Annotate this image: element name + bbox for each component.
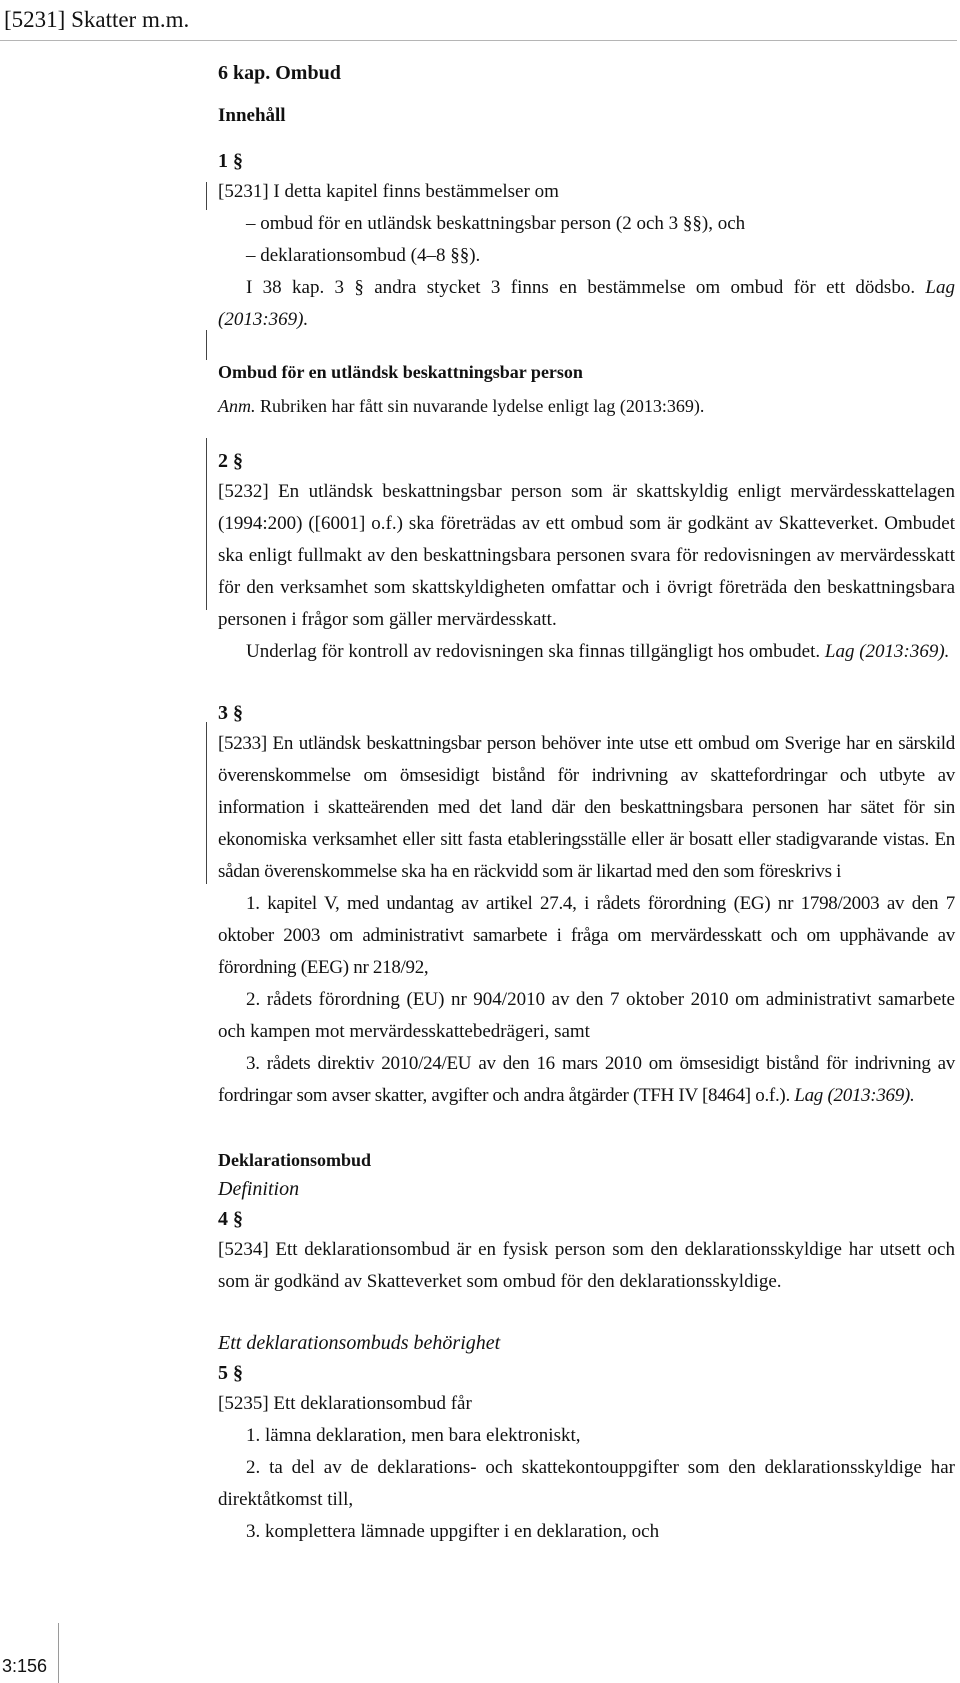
list-item: 2. ta del av de deklarations- och skattekontouppgifter som den deklarationsskyldige har direktåtkomst till, <box>218 1457 955 1510</box>
document-body <box>218 56 955 1548</box>
section-paragraph: [5234] Ett deklarationsombud är en fysisk person som den deklarationsskyldige har utsett och som är godkänd av Skatteverket som ombud för den deklarationsskyldige. <box>218 1239 955 1292</box>
section-number: 5 § <box>218 1362 243 1384</box>
section-number: 1 § <box>218 150 243 172</box>
paragraph-text: Underlag för kontroll av redovisningen ska finnas tillgängligt hos ombudet. <box>246 641 825 662</box>
section-paragraph <box>218 636 955 668</box>
chapter-title: 6 kap. Ombud <box>218 62 341 84</box>
change-bar <box>206 438 207 610</box>
amendment-reference: Lag (2013:369). <box>824 641 950 662</box>
running-head-text: [5231] Skatter m.m. <box>4 7 190 32</box>
list-item: 1. lämna deklaration, men bara elektroniskt, <box>246 1425 581 1446</box>
section-lead: [5231] I detta kapitel finns bestämmelser om <box>218 181 559 202</box>
list-item <box>218 1048 955 1112</box>
list-item: 1. kapitel V, med undantag av artikel 27.4, i rådets förordning (EG) nr 1798/2003 av den 7 oktober 2003 om administrativt samarbete i fråga om mervärdesskatt och om upphävande av förordning (EEG) nr 218/92, <box>218 893 955 978</box>
sub-heading: Definition <box>218 1178 300 1200</box>
annotation-note <box>218 392 955 420</box>
footer-divider <box>58 1623 59 1683</box>
list-item: 2. rådets förordning (EU) nr 904/2010 av den 7 oktober 2010 om administrativt samarbete och kampen mot mervärdesskattebedrägeri, samt <box>218 989 955 1042</box>
paragraph-text: I 38 kap. 3 § andra stycket 3 finns en bestämmelse om ombud för ett dödsbo. <box>246 277 926 298</box>
note-label: Anm. <box>218 396 256 416</box>
note-text: Rubriken har fått sin nuvarande lydelse enligt lag (2013:369). <box>255 396 705 416</box>
section-number: 4 § <box>218 1208 243 1230</box>
list-item: – ombud för en utländsk beskattningsbar person (2 och 3 §§), och <box>246 213 746 234</box>
section-heading: Ombud för en utländsk beskattningsbar person <box>218 362 583 382</box>
section-paragraph: [5233] En utländsk beskattningsbar person behöver inte utse ett ombud om Sverige har en särskild överenskommelse om ömsesidigt bistånd för indrivning av skattefordringar och utbyte av information i skatteärenden med det land där den beskattningsbara personen har sätet för sin ekonomiska verksamhet eller sitt fasta etableringsställe eller är bosatt eller stadigvarande vistas. En sådan överenskommelse ska ha en räckvidd som är likartad med den som föreskrivs i <box>218 733 955 882</box>
list-item: – deklarationsombud (4–8 §§). <box>246 245 481 266</box>
section-number: 3 § <box>218 702 243 724</box>
section-paragraph: [5232] En utländsk beskattningsbar person som är skattskyldig enligt mervärdesskattelagen (1994:200) ([6001] o.f.) ska företrädas av ett ombud som är godkänt av Skatteverket. Ombudet ska enligt fullmakt av den beskattningsbara personen svara för redovisningen av mervärdesskatt för den verksamhet som skattskyldigheten omfattar och i övrigt företräda den beskattningsbara personen i frågor som gäller mervärdesskatt. <box>218 481 955 630</box>
sub-heading: Ett deklarationsombuds behörighet <box>218 1332 501 1354</box>
running-header <box>0 0 957 41</box>
change-bar <box>206 182 207 210</box>
section-lead: [5235] Ett deklarationsombud får <box>218 1393 472 1414</box>
change-bar <box>206 330 207 360</box>
section-paragraph <box>218 272 955 336</box>
list-item: 3. komplettera lämnade uppgifter i en deklaration, och <box>246 1521 660 1542</box>
page-number: 3:156 <box>2 1656 48 1676</box>
list-item-text: 3. rådets direktiv 2010/24/EU av den 16 mars 2010 om ömsesidigt bistånd för indrivning av fordringar som avser skatter, avgifter och andra åtgärder (TFH IV [8464] o.f.). <box>218 1053 955 1106</box>
toc-label: Innehåll <box>218 105 286 126</box>
page-footer <box>0 1623 58 1683</box>
change-bar <box>206 722 207 884</box>
amendment-reference: Lag (2013:369). <box>794 1085 915 1106</box>
section-heading: Deklarationsombud <box>218 1150 372 1170</box>
amendment-reference: Lag (2013:369). <box>218 277 955 330</box>
section-number: 2 § <box>218 450 243 472</box>
